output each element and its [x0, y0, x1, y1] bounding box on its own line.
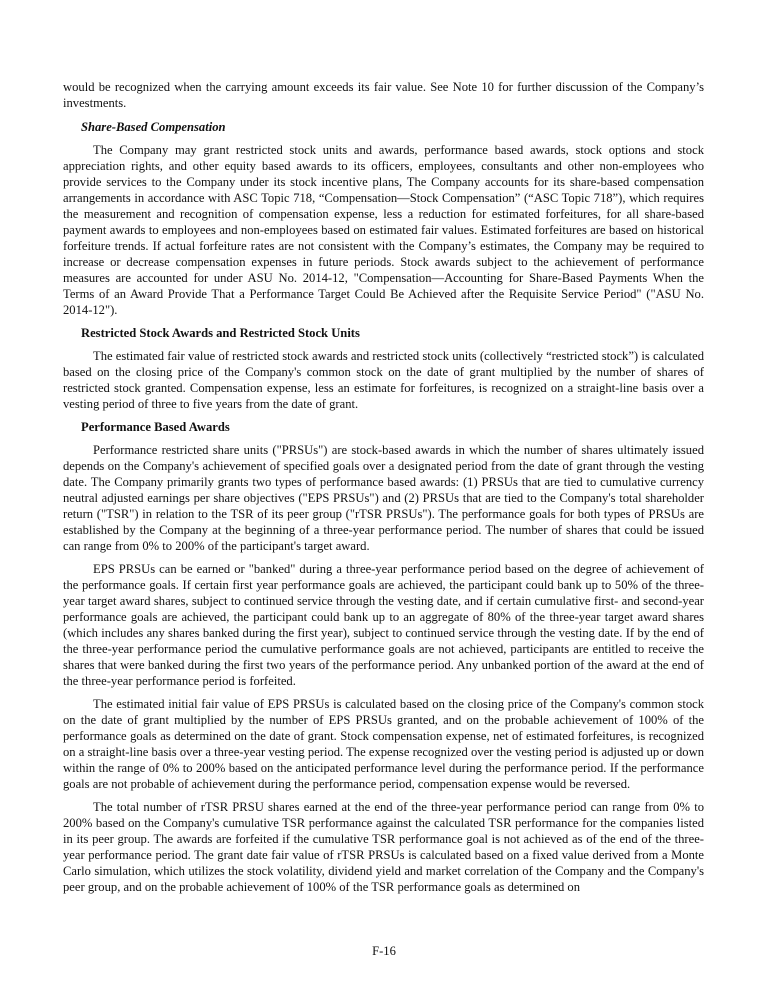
- section-heading: Restricted Stock Awards and Restricted Stock Units: [81, 326, 360, 340]
- section-restricted-stock: [63, 325, 704, 412]
- paragraph: The estimated fair value of restricted stock awards and restricted stock units (collectively “restricted stock”) is calculated based on the closing price of the Company's common stock on the date of grant multiplied by the number of shares of restricted stock granted. Compensation expense, less an estimate for forfeitures, is recognized on a straight-line basis over a vesting period of three to five years from the date of grant.: [63, 349, 704, 411]
- section-heading: Share-Based Compensation: [81, 120, 226, 134]
- paragraph: The Company may grant restricted stock units and awards, performance based awards, stock options and stock appreciation rights, and other equity based awards to its officers, employees, consultants and other non-employees who provide services to the Company under its stock incentive plans, The Company accounts for its share-based compensation arrangements in accordance with ASC Topic 718, “Compensation—Stock Compensation” (“ASC Topic 718”), which requires the measurement and recognition of compensation expense, less a reduction for estimated forfeitures, for all share-based payment awards to employees and non-employees based on estimated fair values. Estimated forfeitures are based on historical forfeiture trends. If actual forfeiture rates are not consistent with the Company’s estimates, the Company may be required to increase or decrease compensation expenses in future periods. Stock awards subject to the achievement of performance measures are accounted for under ASU No. 2014-12, "Compensation—Accounting for Share-Based Payments When the Terms of an Award Provide That a Performance Target Could Be Achieved after the Requisite Service Period" ("ASU No. 2014-12").: [63, 143, 704, 317]
- section-share-based-compensation: [63, 119, 704, 318]
- paragraph: EPS PRSUs can be earned or "banked" during a three-year performance period based on the degree of achievement of the performance goals. If certain first year performance goals are achieved, the participant could bank up to 50% of the three-year target award shares, subject to continued service through the vesting date, and if certain cumulative first- and second-year performance goals are achieved, the participant could bank up to an aggregate of 80% of the three-year target award shares (which includes any shares banked during the first year), subject to continued service through the vesting date. If by the end of the three-year performance period the cumulative performance goals are not achieved, participants are entitled to receive the shares that were banked during the first two years of the performance period. Any unbanked portion of the award at the end of the three-year performance period is forfeited.: [63, 562, 704, 688]
- document-page: [63, 79, 704, 902]
- paragraph: The estimated initial fair value of EPS PRSUs is calculated based on the closing price of the Company's common stock on the date of grant multiplied by the number of EPS PRSUs granted, and on the probable achievement of 100% of the performance goals as determined on the date of grant. Stock compensation expense, net of estimated forfeitures, is recognized on a straight-line basis over a three-year vesting period. The expense recognized over the vesting period is adjusted up or down within the range of 0% to 200% based on the anticipated performance level during the performance period. If the performance goals are not probable of achievement during the performance period, compensation expense would be reversed.: [63, 697, 704, 791]
- continuation-paragraph: would be recognized when the carrying amount exceeds its fair value. See Note 10 for further discussion of the Company’s investments.: [63, 80, 704, 110]
- section-performance-based-awards: [63, 419, 704, 895]
- page-number: F-16: [372, 944, 396, 958]
- section-heading: Performance Based Awards: [81, 420, 230, 434]
- paragraph: The total number of rTSR PRSU shares earned at the end of the three-year performance period can range from 0% to 200% based on the Company's cumulative TSR performance against the calculated TSR performance for the companies listed in its peer group. The awards are forfeited if the cumulative TSR performance goal is not achieved as of the end of the three-year performance period. The grant date fair value of rTSR PRSUs is calculated based on a fixed value derived from a Monte Carlo simulation, which utilizes the stock volatility, dividend yield and market correlation of the Company and the Company's peer group, and on the probable achievement of 100% of the TSR performance goals as determined on: [63, 800, 704, 894]
- paragraph: Performance restricted share units ("PRSUs") are stock-based awards in which the number of shares ultimately issued depends on the Company's achievement of specified goals over a designated period from the date of grant through the vesting date. The Company primarily grants two types of performance based awards: (1) PRSUs that are tied to cumulative currency neutral adjusted earnings per share objectives ("EPS PRSUs") and (2) PRSUs that are tied to the Company's total shareholder return ("TSR") in relation to the TSR of its peer group ("rTSR PRSUs"). The performance goals for both types of PRSUs are established by the Company at the beginning of a three-year performance period. The number of shares that could be issued can range from 0% to 200% of the participant's target award.: [63, 443, 704, 553]
